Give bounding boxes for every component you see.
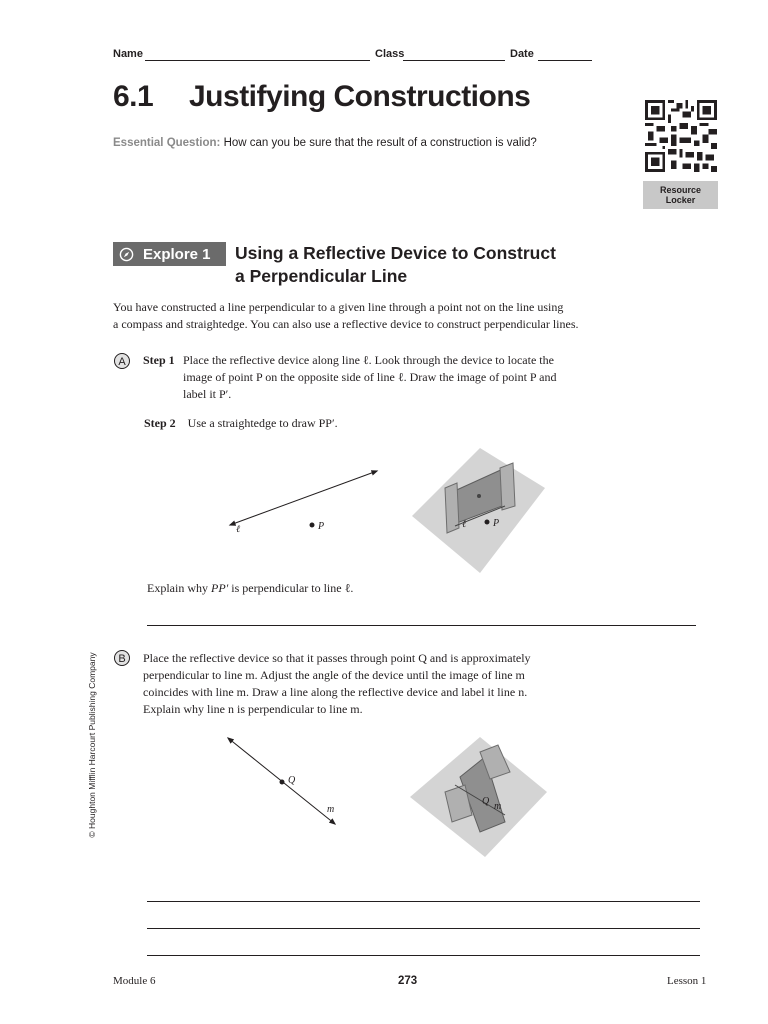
explore-intro-line2: a compass and straightedge. You can also use a reflective device to construct perpendicular lines. bbox=[113, 317, 579, 331]
device-a-point-label: P bbox=[493, 518, 500, 529]
answer-line-b3[interactable] bbox=[147, 955, 700, 956]
explore-title bbox=[235, 242, 635, 288]
page-title bbox=[113, 80, 530, 114]
essential-question-label: Essential Question: bbox=[113, 137, 221, 149]
lesson-number: 6.1 bbox=[113, 80, 154, 113]
explore-badge bbox=[113, 242, 226, 266]
figure-line-m-point-q bbox=[220, 730, 345, 830]
line-l-label: ℓ bbox=[236, 524, 241, 535]
part-b-line1: Place the reflective device so that it passes through point Q and is approximately bbox=[143, 651, 531, 665]
explore-title-line2: a Perpendicular Line bbox=[235, 266, 408, 286]
point-p bbox=[310, 523, 315, 528]
part-b-text bbox=[143, 650, 583, 718]
explore-badge-label: Explore 1 bbox=[143, 245, 211, 263]
explain-a-before: Explain why bbox=[147, 581, 208, 595]
step1-label-text: Step 1 bbox=[143, 353, 175, 367]
part-b-line3: coincides with line m. Draw a line along the reflective device and label it line n. bbox=[143, 685, 528, 699]
explore-intro bbox=[113, 299, 713, 333]
answer-line-b2[interactable] bbox=[147, 928, 700, 929]
resource-locker-button[interactable] bbox=[643, 181, 718, 209]
class-label: Class bbox=[375, 48, 405, 60]
step2-label: Step 2 bbox=[144, 416, 176, 430]
part-b-marker: B bbox=[114, 650, 130, 666]
point-q bbox=[280, 780, 285, 785]
figure-line-l-point-p bbox=[220, 460, 390, 540]
device-a-line-label: ℓ bbox=[462, 519, 467, 530]
explain-a-after: is perpendicular to line ℓ. bbox=[231, 581, 354, 595]
explore-intro-line1: You have constructed a line perpendicular to a given line through a point not on the line using bbox=[113, 300, 564, 314]
answer-line-b1[interactable] bbox=[147, 901, 700, 902]
point-q-label: Q bbox=[288, 775, 296, 786]
line-m-label: m bbox=[327, 804, 335, 815]
compass-icon bbox=[119, 247, 134, 262]
resource-locker-line2: Locker bbox=[665, 195, 696, 205]
date-field[interactable] bbox=[538, 48, 592, 61]
step1-line3: label it P′. bbox=[183, 387, 232, 401]
lesson-title: Justifying Constructions bbox=[189, 80, 531, 113]
class-field[interactable] bbox=[403, 48, 505, 61]
step1-line1: Place the reflective device along line ℓ. Look through the device to locate the bbox=[183, 353, 554, 367]
device-b-point-label: Q bbox=[482, 796, 490, 807]
answer-line-a[interactable] bbox=[147, 625, 696, 626]
step2 bbox=[144, 415, 338, 432]
device-b-line-label: m bbox=[494, 801, 502, 812]
footer-module: Module 6 bbox=[113, 975, 156, 987]
step1-label bbox=[143, 352, 175, 369]
date-label: Date bbox=[510, 48, 534, 60]
part-b-line4: Explain why line n is perpendicular to line m. bbox=[143, 702, 363, 716]
page-number: 273 bbox=[398, 975, 418, 987]
qr-code-icon[interactable] bbox=[645, 98, 717, 174]
reflective-device-image-b bbox=[410, 737, 550, 859]
explore-title-line1: Using a Reflective Device to Construct bbox=[235, 243, 556, 263]
reflective-device-image-a bbox=[405, 448, 550, 575]
part-b-line2: perpendicular to line m. Adjust the angle of the device until the image of line m bbox=[143, 668, 525, 682]
copyright-notice: © Houghton Mifflin Harcourt Publishing Company bbox=[87, 652, 97, 838]
name-field[interactable] bbox=[145, 48, 370, 61]
essential-question bbox=[113, 137, 537, 149]
line-l bbox=[230, 471, 377, 525]
explain-a-symbol: PP′ bbox=[211, 581, 229, 595]
device-a-point-p bbox=[485, 520, 490, 525]
footer-lesson: Lesson 1 bbox=[667, 975, 707, 987]
step1-text bbox=[183, 352, 613, 403]
point-p-label: P bbox=[318, 521, 325, 532]
step2-text: Use a straightedge to draw PP′. bbox=[187, 416, 338, 430]
step1-line2: image of point P on the opposite side of line ℓ. Draw the image of point P and bbox=[183, 370, 557, 384]
name-label: Name bbox=[113, 48, 143, 60]
essential-question-text: How can you be sure that the result of a construction is valid? bbox=[223, 137, 537, 149]
part-a-marker: A bbox=[114, 353, 130, 369]
explain-prompt-a bbox=[147, 580, 353, 597]
resource-locker-line1: Resource bbox=[659, 185, 702, 195]
